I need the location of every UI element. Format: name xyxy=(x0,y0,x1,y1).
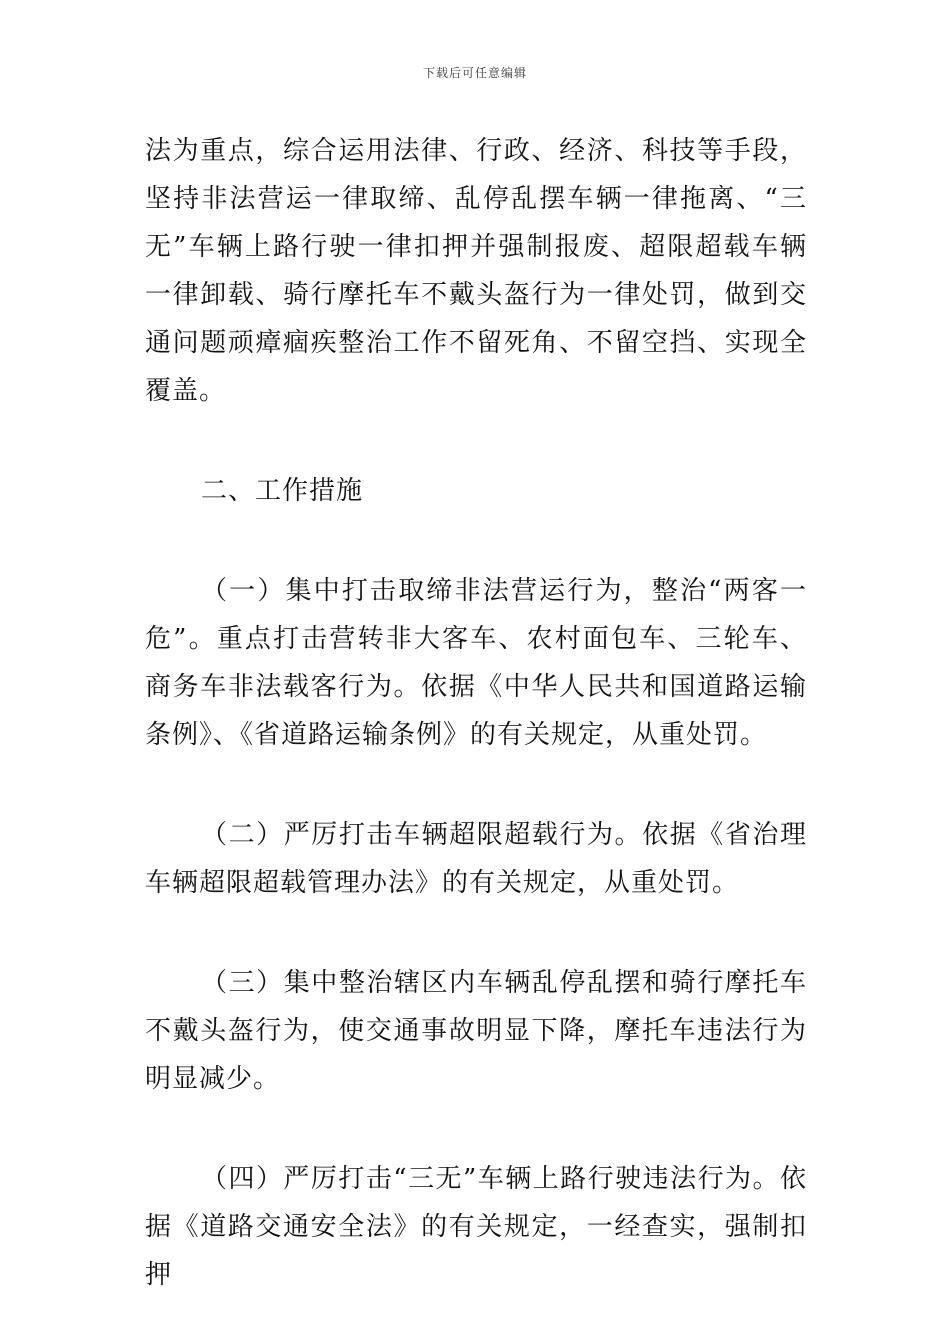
paragraph-measure-3: （三）集中整治辖区内车辆乱停乱摆和骑行摩托车不戴头盔行为，使交通事故明显下降，摩托车违法行为明显减少。 xyxy=(145,968,807,1094)
paragraph-intro-continuation: 法为重点，综合运用法律、行政、经济、科技等手段，坚持非法营运一律取缔、乱停乱摆车辆一律拖离、“三无”车辆上路行驶一律扣押并强制报废、超限超载车辆一律卸载、骑行摩托车不戴头盔行为一律处罚，做到交通问题顽瘴痼疾整治工作不留死角、不留空挡、实现全覆盖。 xyxy=(145,136,807,406)
paragraph-gap xyxy=(145,759,807,811)
page-header-note: 下载后可任意编辑 xyxy=(422,66,527,80)
paragraph-gap xyxy=(145,415,807,467)
section-heading-work-measures: 二、工作措施 xyxy=(201,476,364,506)
paragraph-gap xyxy=(145,515,807,567)
paragraph-gap xyxy=(145,1103,807,1155)
document-body xyxy=(145,127,807,1299)
paragraph-measure-4: （四）严厉打击“三无”车辆上路行驶违法行为。依据《道路交通安全法》的有关规定，一经查实，强制扣押 xyxy=(145,1164,807,1290)
paragraph-measure-1: （一）集中打击取缔非法营运行为，整治“两客一危”。重点打击营转非大客车、农村面包车、三轮车、商务车非法载客行为。依据《中华人民共和国道路运输条例》、《省道路运输条例》的有关规定，从重处罚。 xyxy=(145,576,807,750)
paragraph-measure-2: （二）严厉打击车辆超限超载行为。依据《省治理车辆超限超载管理办法》的有关规定，从重处罚。 xyxy=(145,820,807,898)
paragraph-gap xyxy=(145,907,807,959)
